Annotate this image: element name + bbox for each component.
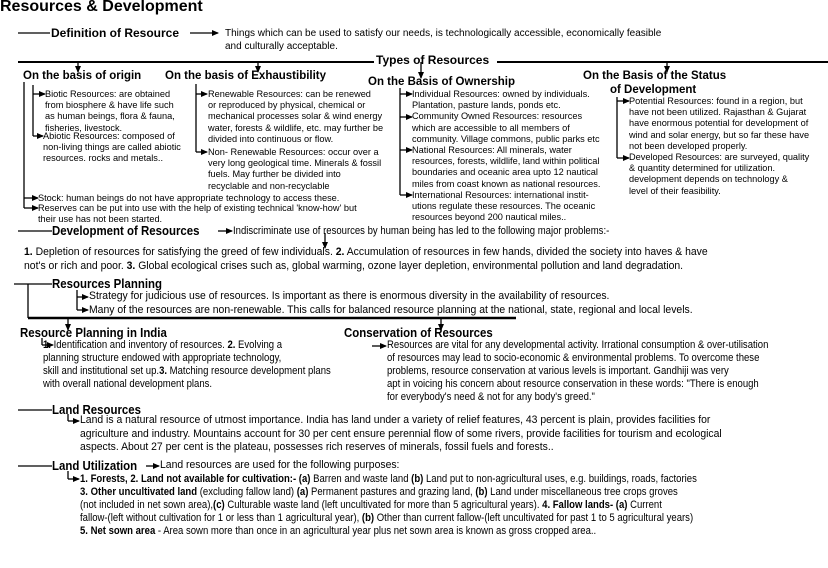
- text-segment: Permanent pastures and grazing land,: [308, 486, 476, 498]
- land-resources-text: [80, 414, 722, 455]
- page-title: Resources & Development: [0, 0, 203, 15]
- text-line: Many of the resources are non-renewable. This calls for balanced resource planning at the national, state, regional and local levels.: [89, 303, 693, 316]
- text-segment: Other than current fallow-(left uncultivated for past 1 to 5 agricultural years): [374, 512, 694, 524]
- bold-segment: 2.: [227, 339, 236, 351]
- text-line: very long geological time. Minerals & fossil: [208, 158, 382, 169]
- bold-segment: 1. Forests, 2. Land not available for cultivation:- (a): [80, 473, 311, 485]
- definition-text: [225, 28, 661, 53]
- land-resources-heading: Land Resources: [52, 402, 142, 417]
- text-segment: with overall national development plans.: [43, 378, 213, 390]
- land-utilization-intro: Land resources are used for the following purposes:: [160, 459, 400, 471]
- renewable-text: [208, 89, 383, 145]
- text-line: which are accessible to all members of: [412, 122, 570, 133]
- exhaustibility-heading: On the basis of Exhaustibility: [165, 70, 327, 82]
- text-line: resources beyond 200 nautical miles..: [412, 212, 567, 223]
- text-line: [387, 339, 768, 352]
- text-segment: Resources are vital for any developmental activity. Irrational consumption & over-utilisation: [387, 339, 769, 351]
- text-line: Individual Resources: owned by individuals.: [412, 89, 590, 99]
- abiotic-text: [43, 131, 181, 165]
- text-segment: of resources may lead to socio-economic & environmental problems. To overcome these: [387, 352, 760, 364]
- text-line: [24, 260, 708, 274]
- text-segment: Accumulation of resources in few hands, divided the society into haves & have: [344, 246, 708, 258]
- text-segment: not's or rich and poor.: [24, 259, 127, 272]
- text-line: Plantation, pasture lands, ponds etc.: [412, 100, 561, 111]
- text-line: level of their feasibility.: [629, 185, 721, 196]
- text-segment: Land is a natural resource of utmost importance. India has land under a variety of relief features, 43 percent is plain, provides facilities for: [80, 414, 711, 426]
- text-segment: for everybody's need & not for any body's greed.": [387, 391, 595, 403]
- text-line: [43, 339, 331, 352]
- text-line: [43, 352, 331, 365]
- text-line: [387, 391, 768, 404]
- biotic-text: [45, 89, 175, 134]
- text-segment: planning structure endowed with appropriate technology,: [43, 352, 282, 364]
- text-segment: Culturable waste land (left uncultivated for more than 5 agricultural years).: [224, 499, 543, 511]
- text-line: [80, 441, 722, 455]
- development-problems: [24, 246, 708, 273]
- text-line: wind and solar energy, but so far these have: [629, 129, 810, 140]
- text-line: [387, 378, 768, 391]
- text-line: mechanical processes solar & wind energy: [208, 111, 383, 122]
- text-segment: (excluding fallow land): [197, 486, 297, 498]
- origin-heading: On the basis of origin: [23, 70, 142, 82]
- status-heading-1: On the Basis of the Status: [583, 70, 727, 82]
- text-line: utions regulate these resources. The oceanic: [412, 201, 596, 212]
- text-segment: problems, resource conservation at various levels is important. Gandhiji was very: [387, 365, 729, 377]
- text-line: [43, 365, 331, 378]
- bold-segment: 2.: [335, 246, 345, 258]
- bold-segment: (b): [411, 473, 424, 485]
- land-utilization-list: [80, 473, 697, 538]
- text-segment: apt in voicing his concern about resource conservation in these words: "There is enough: [387, 378, 759, 390]
- bold-segment: 4. Fallow lands- (a): [542, 499, 628, 511]
- text-line: [80, 512, 697, 525]
- text-segment: aspects. About 27 per cent is the plateau, possesses rich reserves of minerals, fossil fuels and forests..: [80, 441, 554, 454]
- non-renewable-text: [208, 147, 381, 192]
- text-line: boundaries and oceanic area upto 12 nautical: [412, 167, 598, 178]
- conservation-heading: Conservation of Resources: [344, 325, 493, 340]
- text-line: non-living things are called abiotic: [43, 142, 181, 153]
- text-segment: fallow-(left without cultivation for 1 or less than 1 agricultural year),: [80, 512, 362, 524]
- text-line: or reproduced by physical, chemical or: [208, 100, 366, 111]
- bold-segment: 3.: [159, 365, 168, 377]
- text-line: fisheries, livestock.: [45, 122, 123, 133]
- land-utilization-heading: Land Utilization: [52, 458, 138, 473]
- conservation-text: [387, 339, 768, 404]
- text-line: Developed Resources: are surveyed, quality: [629, 152, 810, 163]
- text-line: [80, 525, 697, 538]
- status-heading-2: of Development: [610, 84, 697, 96]
- bold-segment: (a): [296, 486, 309, 498]
- bold-segment: 5. Net sown area: [80, 525, 156, 537]
- text-segment: Depletion of resources for satisfying the greed of few individuals.: [32, 246, 336, 258]
- text-line: Reserves can be put into use with the help of existing technical 'know-how' but: [38, 203, 357, 213]
- text-line: have enormous potential for development of: [629, 118, 809, 129]
- types-heading: Types of Resources: [376, 53, 490, 67]
- bold-segment: 1.: [43, 339, 51, 351]
- bold-segment: 3. Other uncultivated land: [80, 486, 198, 498]
- text-line: & quantity determined for utilization.: [629, 163, 776, 174]
- text-line: miles from coast known as national resources.: [412, 178, 601, 189]
- text-segment: skill and institutional set up.: [43, 365, 160, 377]
- text-line: National Resources: All minerals, water: [412, 145, 572, 156]
- development-intro: Indiscriminate use of resources by human being has led to the following major problems:-: [233, 225, 610, 237]
- text-line: [80, 473, 697, 486]
- text-line: fuels. May further be divided into: [208, 169, 341, 180]
- text-line: [80, 428, 722, 442]
- text-line: Things which can be used to satisfy our needs, is technologically accessible, economically feasible: [225, 28, 662, 39]
- bold-segment: (c): [213, 499, 225, 511]
- text-line: not been developed properly.: [629, 140, 748, 151]
- bold-segment: (b): [361, 512, 375, 524]
- text-segment: - Area sown more than once in an agricultural year plus net sown area is known as gross cropped area..: [155, 525, 597, 537]
- text-line: community. Village commons, public parks etc: [412, 133, 600, 144]
- text-line: resources, forests, wildlife, land within political: [412, 156, 600, 167]
- text-line: [80, 486, 697, 499]
- text-segment: Global ecological crises such as, global warming, ozone layer depletion, environmental pollution and land degradation.: [135, 259, 684, 272]
- india-text: [43, 339, 331, 391]
- bold-segment: 3.: [126, 259, 136, 272]
- text-line: [387, 365, 768, 378]
- text-segment: Matching resource development plans: [167, 365, 331, 377]
- text-segment: Identification and inventory of resources.: [50, 339, 228, 351]
- bold-segment: (b): [475, 486, 488, 498]
- text-line: Potential Resources: found in a region, but: [629, 96, 803, 106]
- text-line: Abiotic Resources: composed of: [43, 131, 175, 141]
- text-line: recyclable and non-recyclable: [208, 180, 330, 191]
- text-line: Strategy for judicious use of resources. Is important as there is enormous diversity in the availability of resources.: [89, 290, 610, 302]
- text-line: development depends on technology &: [629, 174, 788, 185]
- text-line: divided into continuous or flow.: [208, 133, 334, 144]
- text-line: [80, 414, 722, 428]
- text-line: [80, 499, 697, 512]
- text-line: [43, 378, 331, 391]
- text-line: [387, 352, 768, 365]
- ownership-text: [412, 89, 600, 223]
- text-line: as human beings, flora & fauna,: [45, 111, 175, 122]
- text-line: and culturally acceptable.: [225, 40, 338, 52]
- text-line: Community Owned Resources: resources: [412, 111, 583, 122]
- text-line: Biotic Resources: are obtained: [45, 89, 171, 99]
- planning-heading: Resources Planning: [52, 276, 162, 291]
- text-line: their use has not been started.: [38, 214, 163, 225]
- text-line: resources. rocks and metals..: [43, 153, 163, 164]
- text-line: water, forests & wildlife, etc. may further be: [208, 122, 384, 133]
- text-segment: Current: [627, 499, 662, 511]
- planning-text: [89, 290, 693, 317]
- text-segment: (not included in net sown area),: [80, 499, 214, 511]
- text-line: Stock: human beings do not have appropriate technology to access these.: [38, 193, 340, 203]
- text-segment: Land put to non-agricultural uses, e.g. buildings, roads, factories: [423, 473, 697, 485]
- text-segment: agriculture and industry. Mountains account for 30 per cent ensure perennial flow of some rivers, provide facilities for tourism and ecological: [80, 427, 722, 440]
- text-line: Non- Renewable Resources: occur over a: [208, 147, 379, 157]
- text-segment: Land under miscellaneous tree crops groves: [487, 486, 678, 498]
- text-line: from biosphere & have life such: [45, 100, 174, 111]
- text-line: International Resources: international instit-: [412, 189, 589, 200]
- bold-segment: 1.: [24, 246, 33, 258]
- status-text: [629, 96, 809, 197]
- ownership-heading: On the Basis of Ownership: [368, 76, 515, 88]
- text-line: [24, 246, 708, 260]
- text-segment: Evolving a: [235, 339, 283, 351]
- definition-heading: Definition of Resource: [51, 26, 180, 40]
- text-segment: Barren and waste land: [310, 473, 412, 485]
- text-line: Renewable Resources: can be renewed: [208, 89, 371, 99]
- development-heading: Development of Resources: [52, 223, 200, 238]
- india-heading: Resource Planning in India: [20, 325, 167, 340]
- text-line: have not been utilized. Rajasthan & Gujarat: [629, 107, 807, 118]
